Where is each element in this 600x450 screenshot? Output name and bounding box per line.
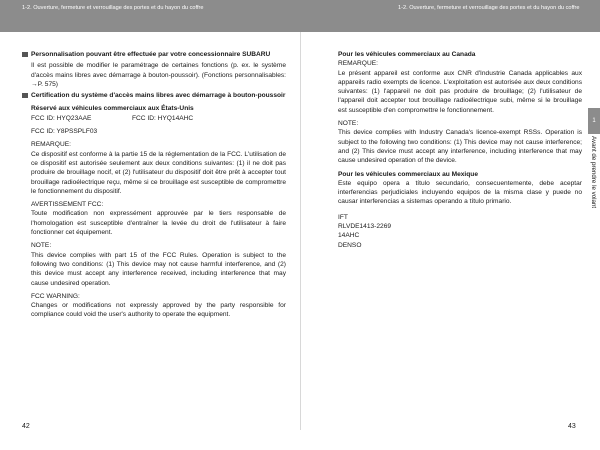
customization-body: Il est possible de modifier le paramétrage de certaines fonctions (p. ex. le système d'accès mains libres avec démarrage à bouton-poussoir). (Fonctions personnalisables: →P. 575) bbox=[31, 62, 286, 88]
remarque-body: Ce dispositif est conforme à la partie 15 de la réglementation de la FCC. L'utilisation de ce dispositif est autorisée seulement aux deux conditions suivantes: (1) il ne doit pas produire de brouillage nocif, et (2) l'utilisateur du dispositif doit être prêt à accepter tout brouillage radioélectrique reçu, même si ce brouillage est susceptible de compromettre le fonctionnement du dispositif. bbox=[31, 150, 286, 195]
canada-note-label: NOTE: bbox=[338, 120, 359, 128]
canada-remarque-body: Le présent appareil est conforme aux CNR d'Industrie Canada applicables aux appareils radio exempts de licence. L'exploitation est autorisée aux deux conditions suivantes: (1) l'appareil ne doit pas produire de brouillage; (2) l'utilisateur de l'appareil doit accepter tout brouillage radioélectrique subi, même si le brouillage est susceptible d'en compromettre le fonctionnement. bbox=[338, 69, 582, 114]
fcc-warning-label: FCC WARNING: bbox=[31, 292, 80, 300]
fcc-id-3: FCC ID: Y8PSSPLF03 bbox=[31, 128, 98, 136]
fcc-id-row bbox=[22, 114, 286, 123]
note-label: NOTE: bbox=[31, 242, 52, 250]
ift-line-3: 14AHC bbox=[338, 232, 360, 240]
ift-line-2: RLVDE1413-2269 bbox=[338, 223, 392, 231]
fcc-warning-body: Changes or modifications not expressly approved by the party responsible for compliance could void the user's authority to operate the equipment. bbox=[31, 302, 286, 319]
customization-heading bbox=[22, 50, 286, 59]
chapter-title-tab bbox=[588, 134, 600, 246]
page-spine-divider bbox=[300, 32, 301, 430]
ift-line-1: IFT bbox=[338, 213, 348, 221]
right-page-section-title: 1-2. Ouverture, fermeture et verrouillage des portes et du hayon du coffre bbox=[398, 5, 580, 11]
remarque-label: REMARQUE: bbox=[31, 141, 71, 149]
left-page-number: 42 bbox=[22, 423, 30, 430]
canada-remarque-label: REMARQUE: bbox=[338, 60, 378, 68]
customization-heading-text: Personnalisation pouvant être effectuée par votre concessionnaire SUBARU bbox=[31, 51, 271, 58]
avertissement-body: Toute modification non expressément approuvée par le tiers responsable de l'homologation est susceptible d'entraîner la levée du droit de l'utilisateur à faire fonctionner cet équipement. bbox=[31, 210, 286, 237]
chapter-number-tab: 1 bbox=[588, 108, 600, 134]
canada-note-body: This device complies with Industry Canada's licence-exempt RSSs. Operation is subject to the following two conditions: (1) This device may not cause interference; and (2) This device must accept any interference, including interference that may cause undesired operation of the device. bbox=[338, 129, 582, 165]
left-page-section-title: 1-2. Ouverture, fermeture et verrouillage des portes et du hayon du coffre bbox=[22, 5, 204, 11]
canada-title: Pour les véhicules commerciaux au Canada bbox=[338, 51, 476, 58]
page-header bbox=[0, 0, 600, 32]
square-bullet-icon bbox=[22, 52, 28, 58]
chapter-title-text: Avant de prendre le volant bbox=[590, 136, 597, 209]
certification-heading-text: Certification du système d'accès mains libres avec démarrage à bouton-poussoir bbox=[31, 92, 286, 100]
square-bullet-icon bbox=[22, 93, 28, 99]
ift-line-4: DENSO bbox=[338, 241, 362, 249]
fcc-id-2: FCC ID: HYQ14AHC bbox=[132, 114, 194, 122]
avertissement-label: AVERTISSEMENT FCC: bbox=[31, 201, 104, 209]
certification-heading bbox=[22, 91, 286, 100]
right-page-column bbox=[338, 50, 582, 250]
fcc-id-1: FCC ID: HYQ23AAE bbox=[31, 114, 92, 122]
us-vehicles-title: Réservé aux véhicules commerciaux aux États-Unis bbox=[31, 105, 194, 113]
note-body: This device complies with part 15 of the FCC Rules. Operation is subject to the following two conditions: (1) This device may not cause harmful interference, and (2) this device must accept any interference received, including interference that may cause undesired operation. bbox=[31, 251, 286, 287]
mexico-body: Este equipo opera a título secundario, consecuentemente, debe aceptar interferencias perjudiciales incluyendo equipos de la misma clase y puede no causar interferencias a sistemas operando a título primario. bbox=[338, 179, 582, 206]
mexico-title: Pour les véhicules commerciaux au Mexique bbox=[338, 170, 478, 178]
right-page-number: 43 bbox=[568, 423, 576, 430]
left-page-column bbox=[22, 50, 286, 320]
